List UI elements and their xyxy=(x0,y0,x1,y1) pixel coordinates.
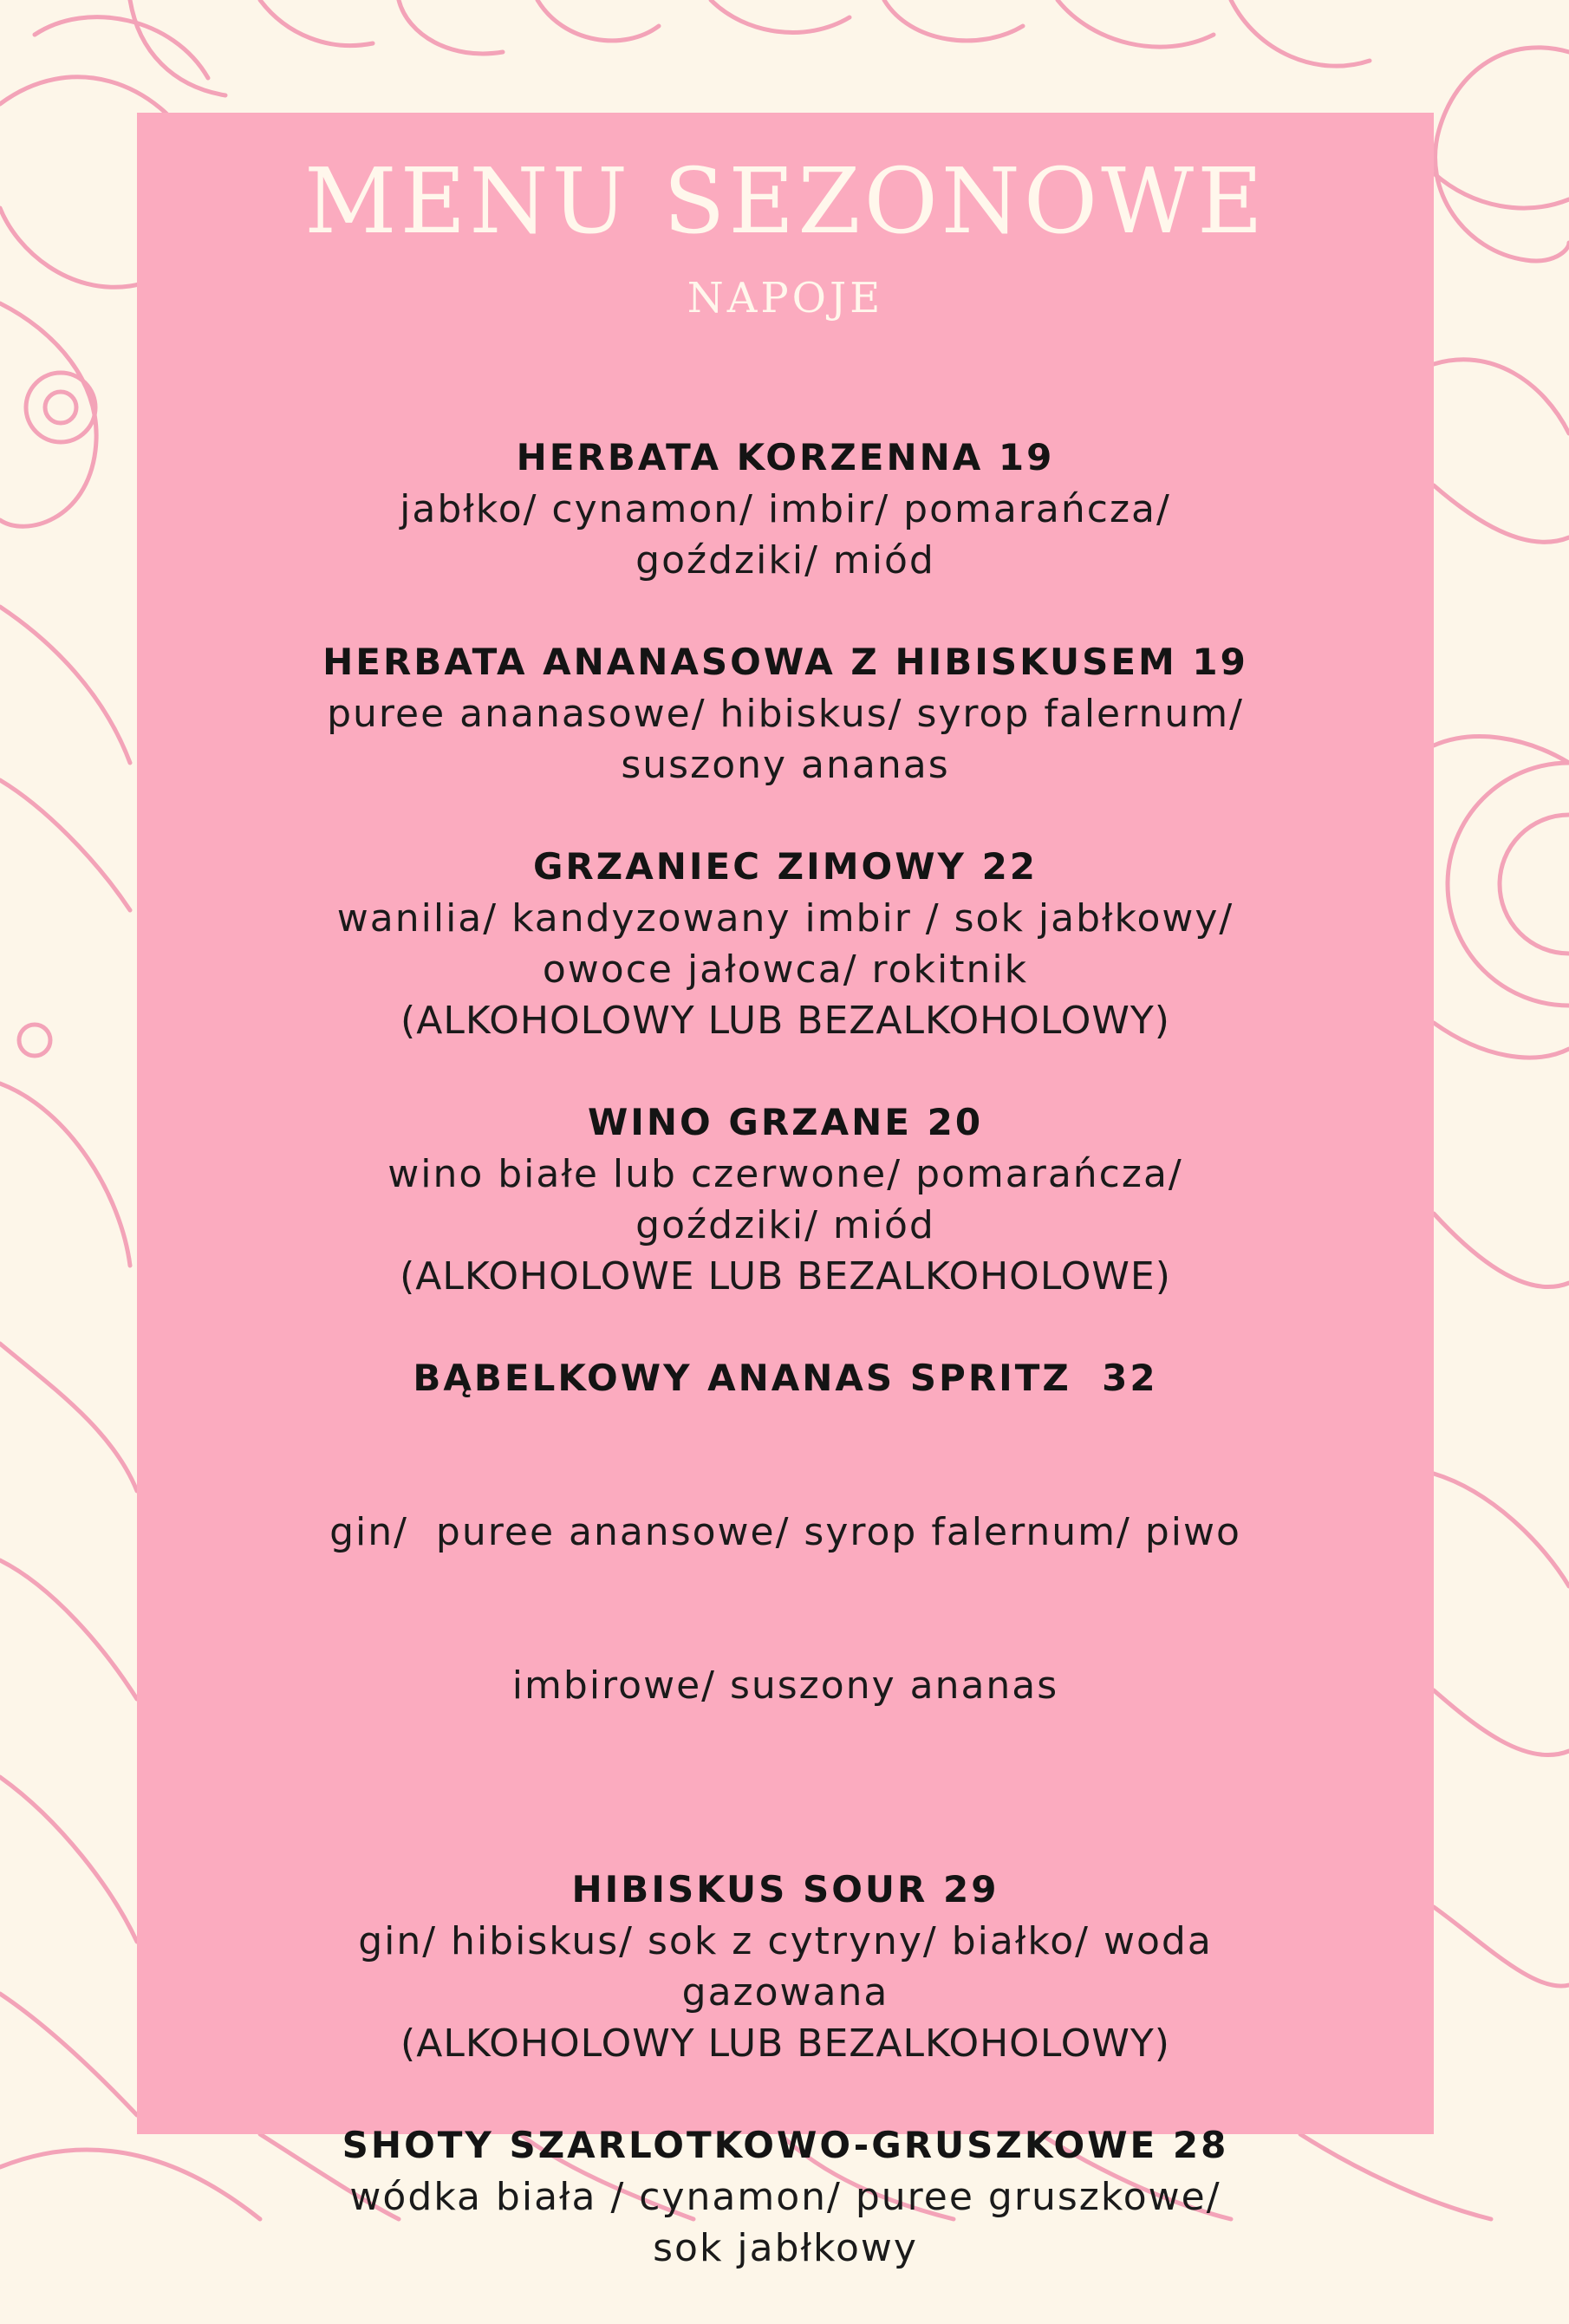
menu-subtitle: NAPOJE xyxy=(687,274,884,322)
menu-item-description-line: owoce jałowca/ rokitnik xyxy=(542,947,1029,992)
menu-item-description xyxy=(296,893,1275,995)
menu-item-description-line: wódka biała / cynamon/ puree gruszkowe/ xyxy=(349,2175,1221,2219)
menu-item-description-line: gin/ hibiskus/ sok z cytryny/ białko/ woda xyxy=(358,1919,1213,1963)
menu-item-description-line: sok jabłkowy xyxy=(653,2226,918,2270)
menu-item-description xyxy=(296,688,1275,791)
menu-item-description-line: jabłko/ cynamon/ imbir/ pomarańcza/ xyxy=(400,487,1171,531)
menu-item-name: HIBISKUS SOUR 29 xyxy=(571,1868,999,1911)
menu-item-name: GRZANIEC ZIMOWY 22 xyxy=(532,845,1038,888)
menu-item xyxy=(137,1864,1434,2069)
menu-item xyxy=(137,841,1434,1046)
menu-title: MENU SEZONOWE xyxy=(304,148,1266,254)
menu-item-description xyxy=(296,1916,1275,2018)
menu-item-description xyxy=(296,1149,1275,1251)
menu-item-description-line: gin/ puree anansowe/ syrop falernum/ piwo xyxy=(329,1510,1241,1554)
menu-item-name: HERBATA KORZENNA 19 xyxy=(516,436,1055,478)
menu-item-description-line: gazowana xyxy=(681,1970,889,2015)
menu-item-description-line: wanilia/ kandyzowany imbir / sok jabłkowy/ xyxy=(336,896,1234,941)
menu-item-description-line: imbirowe/ suszony ananas xyxy=(511,1663,1059,1708)
menu-item-description xyxy=(296,484,1275,586)
menu-item-name: BĄBELKOWY ANANAS SPRITZ 32 xyxy=(413,1357,1158,1399)
menu-item-description-line: goździki/ miód xyxy=(635,538,935,583)
menu-item-description xyxy=(296,1404,1275,1813)
menu-item-description-line: puree ananasowe/ hibiskus/ syrop falernum/ xyxy=(327,692,1244,736)
menu-item xyxy=(137,432,1434,586)
menu-panel xyxy=(137,113,1434,2270)
menu-item-name: HERBATA ANANASOWA Z HIBISKUSEM 19 xyxy=(322,641,1248,683)
menu-item xyxy=(137,1097,1434,1302)
menu-item-description xyxy=(296,2171,1275,2274)
menu-item-description-line: suszony ananas xyxy=(621,743,950,787)
menu-item-description-line: wino białe lub czerwone/ pomarańcza/ xyxy=(387,1152,1183,1196)
menu-items-list xyxy=(137,432,1434,2324)
menu-item-alcohol-note: (ALKOHOLOWE LUB BEZALKOHOLOWE) xyxy=(400,1254,1171,1299)
menu-item xyxy=(137,2119,1434,2274)
menu-item xyxy=(137,636,1434,791)
menu-item-name: SHOTY SZARLOTKOWO-GRUSZKOWE 28 xyxy=(342,2124,1229,2166)
menu-item-alcohol-note: (ALKOHOLOWY LUB BEZALKOHOLOWY) xyxy=(400,999,1170,1043)
menu-item-description-line: goździki/ miód xyxy=(635,1203,935,1247)
menu-item-alcohol-note: (ALKOHOLOWY LUB BEZALKOHOLOWY) xyxy=(400,2021,1170,2066)
menu-item-name: WINO GRZANE 20 xyxy=(587,1101,984,1143)
menu-item xyxy=(137,1352,1434,1813)
